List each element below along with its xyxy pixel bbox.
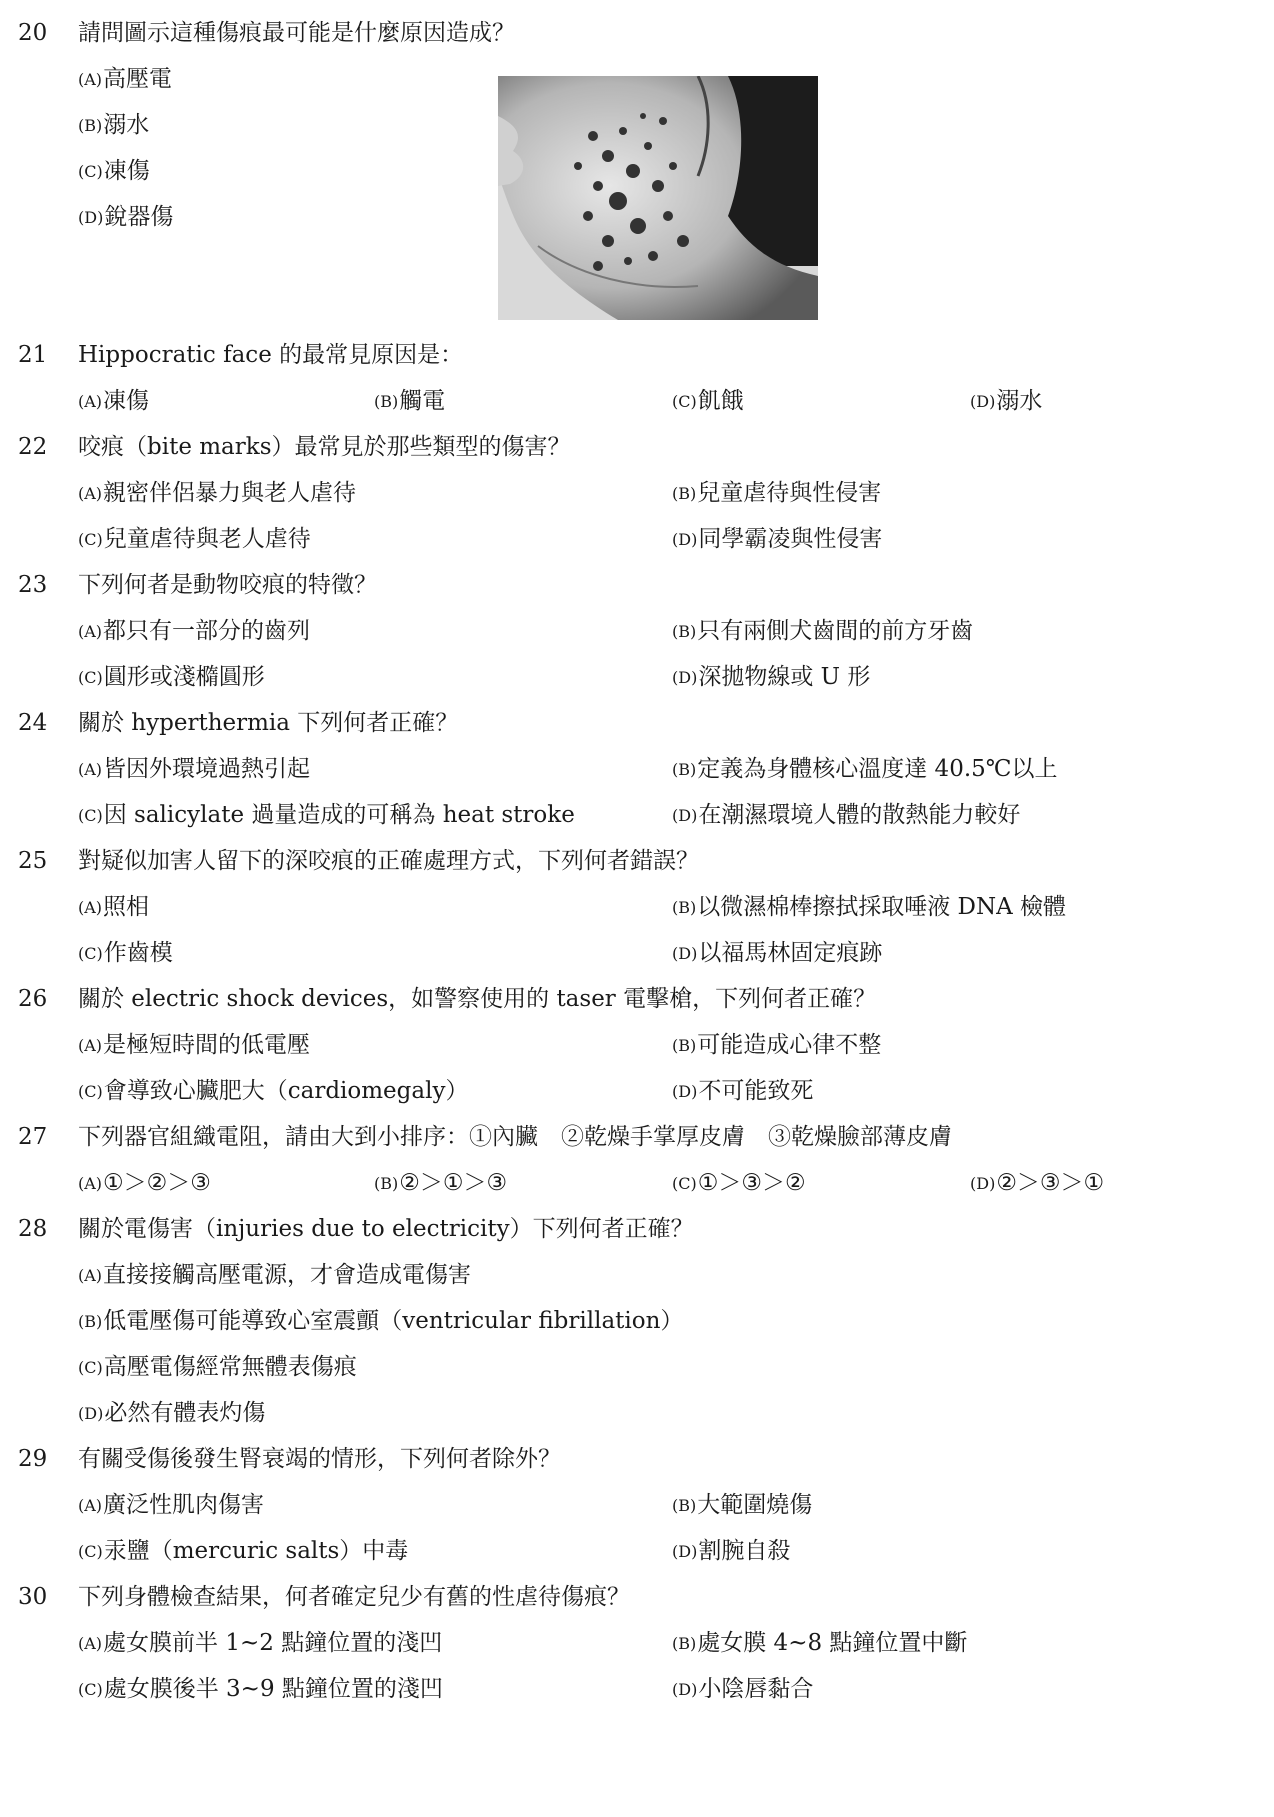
option-c[interactable] (78, 930, 173, 978)
option-text: 銳器傷 (104, 204, 174, 230)
question-number: 25 (18, 848, 48, 874)
option-label: (D) (970, 1174, 996, 1193)
option-b[interactable] (78, 1298, 683, 1346)
option-label: (B) (374, 392, 399, 411)
option-label: (C) (78, 944, 103, 963)
option-text: 定義為身體核心溫度達 40.5℃以上 (697, 756, 1058, 782)
option-text: 凍傷 (103, 158, 150, 184)
question-stem: 咬痕（bite marks）最常見於那些類型的傷害？ (78, 434, 571, 460)
option-text: 溺水 (103, 112, 150, 138)
question-stem: 有關受傷後發生腎衰竭的情形，下列何者除外？ (78, 1446, 561, 1472)
option-d[interactable] (672, 792, 1020, 840)
option-label: (B) (672, 760, 697, 779)
option-text: 皆因外環境過熱引起 (103, 756, 311, 782)
option-label: (D) (78, 1404, 104, 1423)
option-text: 汞鹽（mercuric salts）中毒 (103, 1538, 409, 1564)
option-label: (C) (672, 392, 697, 411)
option-d[interactable] (672, 930, 882, 978)
option-label: (A) (78, 1634, 103, 1653)
option-text: 都只有一部分的齒列 (103, 618, 311, 644)
option-c[interactable] (672, 1160, 806, 1208)
question-stem: 下列何者是動物咬痕的特徵？ (78, 572, 377, 598)
option-b[interactable] (374, 1160, 507, 1208)
option-label: (B) (374, 1174, 399, 1193)
option-label: (D) (672, 944, 698, 963)
option-label: (D) (672, 668, 698, 687)
option-text: ②＞③＞① (996, 1170, 1105, 1196)
option-b[interactable] (672, 470, 881, 518)
option-c[interactable] (78, 1344, 357, 1392)
question-number: 27 (18, 1124, 48, 1150)
option-text: ①＞③＞② (697, 1170, 806, 1196)
option-text: 因 salicylate 過量造成的可稱為 heat stroke (103, 802, 575, 828)
option-d[interactable] (672, 1666, 813, 1714)
option-label: (C) (78, 1082, 103, 1101)
question-number: 26 (18, 986, 48, 1012)
option-a[interactable] (78, 746, 310, 794)
option-text: ②＞①＞③ (399, 1170, 508, 1196)
option-label: (D) (78, 208, 104, 227)
option-a[interactable] (78, 1252, 471, 1300)
question-stem: 關於 electric shock devices，如警察使用的 taser 電擊槍，下列何者正確？ (78, 986, 877, 1012)
option-label: (A) (78, 898, 103, 917)
option-text: 圓形或淺橢圓形 (103, 664, 265, 690)
option-label: (B) (672, 622, 697, 641)
option-text: 深拋物線或 U 形 (698, 664, 871, 690)
option-text: 兒童虐待與老人虐待 (103, 526, 311, 552)
option-a[interactable] (78, 1022, 310, 1070)
option-label: (A) (78, 1174, 103, 1193)
option-text: 只有兩側犬齒間的前方牙齒 (697, 618, 974, 644)
question-number: 20 (18, 20, 48, 46)
option-text: 同學霸凌與性侵害 (698, 526, 883, 552)
option-text: 廣泛性肌肉傷害 (103, 1492, 265, 1518)
question-number: 23 (18, 572, 48, 598)
question-number: 22 (18, 434, 48, 460)
option-text: 會導致心臟肥大（cardiomegaly） (103, 1078, 469, 1104)
option-label: (C) (78, 806, 103, 825)
option-text: 處女膜後半 3~9 點鐘位置的淺凹 (103, 1676, 443, 1702)
option-label: (C) (78, 668, 103, 687)
option-label: (A) (78, 484, 103, 503)
injury-photo (498, 76, 818, 320)
option-text: ①＞②＞③ (103, 1170, 211, 1196)
option-label: (A) (78, 1496, 103, 1515)
option-c[interactable] (78, 516, 311, 564)
option-b[interactable] (672, 884, 1066, 932)
option-a[interactable] (78, 1160, 211, 1208)
option-d[interactable] (672, 654, 870, 702)
option-text: 高壓電傷經常無體表傷痕 (103, 1354, 357, 1380)
option-d[interactable] (78, 1390, 265, 1438)
option-d[interactable] (672, 1068, 813, 1116)
question-stem: 關於電傷害（injuries due to electricity）下列何者正確？ (78, 1216, 694, 1242)
option-text: 處女膜前半 1~2 點鐘位置的淺凹 (103, 1630, 443, 1656)
option-label: (A) (78, 1266, 103, 1285)
option-label: (C) (672, 1174, 697, 1193)
option-label: (D) (970, 392, 996, 411)
option-a[interactable] (78, 1620, 442, 1668)
option-d[interactable] (970, 1160, 1104, 1208)
option-text: 低電壓傷可能導致心室震顫（ventricular fibrillation） (103, 1308, 684, 1334)
question-number: 24 (18, 710, 48, 736)
option-label: (D) (672, 1082, 698, 1101)
option-text: 處女膜 4~8 點鐘位置中斷 (697, 1630, 968, 1656)
question-number: 28 (18, 1216, 48, 1242)
option-b[interactable] (672, 1022, 881, 1070)
option-b[interactable] (672, 608, 973, 656)
option-text: 親密伴侶暴力與老人虐待 (103, 480, 357, 506)
option-label: (B) (672, 1634, 697, 1653)
option-text: 作齒模 (103, 940, 173, 966)
option-b[interactable] (672, 746, 1058, 794)
option-c[interactable] (78, 1528, 408, 1576)
option-text: 以福馬林固定痕跡 (698, 940, 883, 966)
option-label: (B) (672, 898, 697, 917)
option-label: (A) (78, 70, 103, 89)
option-a[interactable] (78, 56, 172, 104)
option-text: 高壓電 (103, 66, 173, 92)
option-label: (D) (672, 530, 698, 549)
option-text: 不可能致死 (698, 1078, 814, 1104)
option-a[interactable] (78, 470, 356, 518)
question-stem: Hippocratic face 的最常見原因是： (78, 342, 464, 368)
option-c[interactable] (78, 1666, 443, 1714)
option-c[interactable] (78, 1068, 468, 1116)
option-label: (B) (672, 1496, 697, 1515)
option-label: (C) (78, 530, 103, 549)
option-d[interactable] (78, 194, 173, 242)
question-stem: 請問圖示這種傷痕最可能是什麼原因造成？ (78, 20, 515, 46)
option-label: (D) (672, 1680, 698, 1699)
question-stem: 下列身體檢查結果，何者確定兒少有舊的性虐待傷痕？ (78, 1584, 630, 1610)
option-label: (B) (78, 1312, 103, 1331)
option-text: 飢餓 (697, 388, 744, 414)
option-c[interactable] (78, 148, 150, 196)
option-text: 溺水 (996, 388, 1043, 414)
option-text: 直接接觸高壓電源，才會造成電傷害 (103, 1262, 472, 1288)
question-stem: 下列器官組織電阻，請由大到小排序：①內臟 ②乾燥手掌厚皮膚 ③乾燥臉部薄皮膚 (78, 1124, 952, 1150)
option-a[interactable] (78, 608, 310, 656)
option-d[interactable] (672, 516, 882, 564)
option-a[interactable] (78, 1482, 264, 1530)
option-c[interactable] (672, 378, 744, 426)
option-text: 大範圍燒傷 (697, 1492, 813, 1518)
option-label: (A) (78, 1036, 103, 1055)
option-text: 觸電 (399, 388, 446, 414)
option-label: (D) (672, 806, 698, 825)
option-b[interactable] (672, 1620, 967, 1668)
option-text: 兒童虐待與性侵害 (697, 480, 882, 506)
option-c[interactable] (78, 654, 265, 702)
option-label: (D) (672, 1542, 698, 1561)
option-label: (C) (78, 1680, 103, 1699)
option-d[interactable] (672, 1528, 790, 1576)
option-label: (B) (78, 116, 103, 135)
option-text: 照相 (103, 894, 150, 920)
option-text: 以微濕棉棒擦拭採取唾液 DNA 檢體 (697, 894, 1067, 920)
option-b[interactable] (672, 1482, 812, 1530)
question-number: 30 (18, 1584, 48, 1610)
option-label: (A) (78, 760, 103, 779)
option-label: (C) (78, 162, 103, 181)
option-label: (B) (672, 1036, 697, 1055)
option-text: 必然有體表灼傷 (104, 1400, 266, 1426)
option-label: (B) (672, 484, 697, 503)
question-stem: 關於 hyperthermia 下列何者正確？ (78, 710, 459, 736)
option-text: 小陰唇黏合 (698, 1676, 814, 1702)
question-number: 21 (18, 342, 48, 368)
option-a[interactable] (78, 884, 149, 932)
option-label: (C) (78, 1542, 103, 1561)
option-text: 是極短時間的低電壓 (103, 1032, 311, 1058)
option-c[interactable] (78, 792, 575, 840)
option-text: 可能造成心律不整 (697, 1032, 882, 1058)
option-a[interactable] (78, 378, 149, 426)
option-b[interactable] (78, 102, 149, 150)
option-text: 凍傷 (103, 388, 150, 414)
option-text: 割腕自殺 (698, 1538, 791, 1564)
question-stem: 對疑似加害人留下的深咬痕的正確處理方式，下列何者錯誤？ (78, 848, 699, 874)
option-d[interactable] (970, 378, 1042, 426)
option-label: (A) (78, 622, 103, 641)
option-label: (A) (78, 392, 103, 411)
question-number: 29 (18, 1446, 48, 1472)
option-text: 在潮濕環境人體的散熱能力較好 (698, 802, 1021, 828)
option-b[interactable] (374, 378, 445, 426)
option-label: (C) (78, 1358, 103, 1377)
